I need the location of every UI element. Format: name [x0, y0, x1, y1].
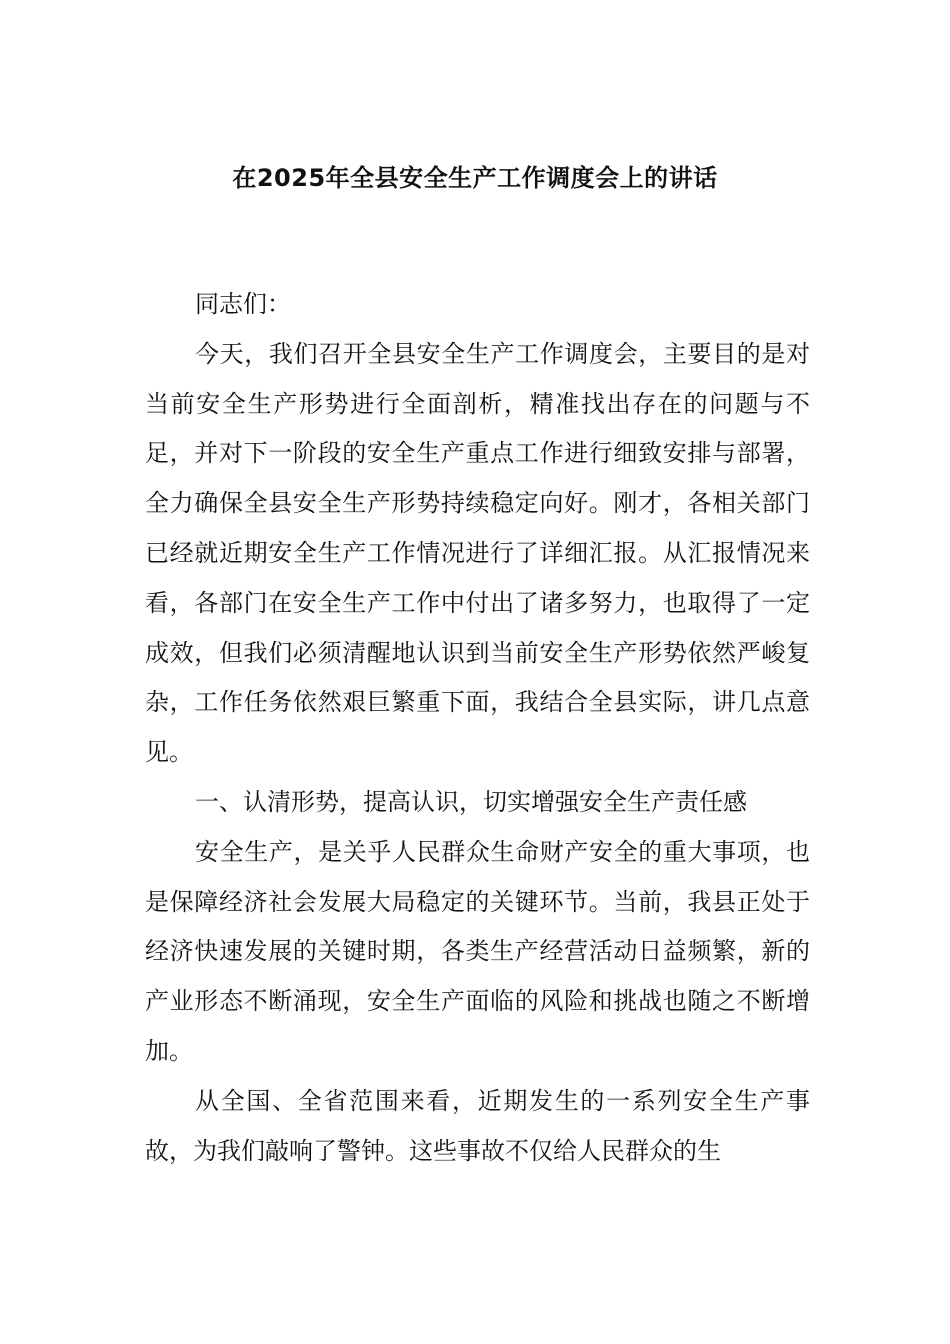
- document-body: [145, 280, 810, 1176]
- section-heading-1: 一、认清形势，提高认识，切实增强安全生产责任感: [195, 787, 747, 816]
- paragraph-salutation: 同志们：: [195, 290, 291, 318]
- paragraph-national-context: 从全国、全省范围来看，近期发生的一系列安全生产事故，为我们敲响了警钟。这些事故不仅给人民群众的生: [145, 1086, 810, 1165]
- document-title: 在2025年全县安全生产工作调度会上的讲话: [232, 164, 718, 192]
- paragraph-intro: 今天，我们召开全县安全生产工作调度会，主要目的是对当前安全生产形势进行全面剖析，精准找出存在的问题与不足，并对下一阶段的安全生产重点工作进行细致安排与部署，全力确保全县安全生产形势持续稳定向好。刚才，各相关部门已经就近期安全生产工作情况进行了详细汇报。从汇报情况来看，各部门在安全生产工作中付出了诸多努力，也取得了一定成效，但我们必须清醒地认识到当前安全生产形势依然严峻复杂，工作任务依然艰巨繁重下面，我结合全县实际，讲几点意见。: [145, 339, 810, 767]
- paragraph-section-1: 安全生产，是关乎人民群众生命财产安全的重大事项，也是保障经济社会发展大局稳定的关键环节。当前，我县正处于经济快速发展的关键时期，各类生产经营活动日益频繁，新的产业形态不断涌现，安全生产面临的风险和挑战也随之不断增加。: [145, 837, 810, 1065]
